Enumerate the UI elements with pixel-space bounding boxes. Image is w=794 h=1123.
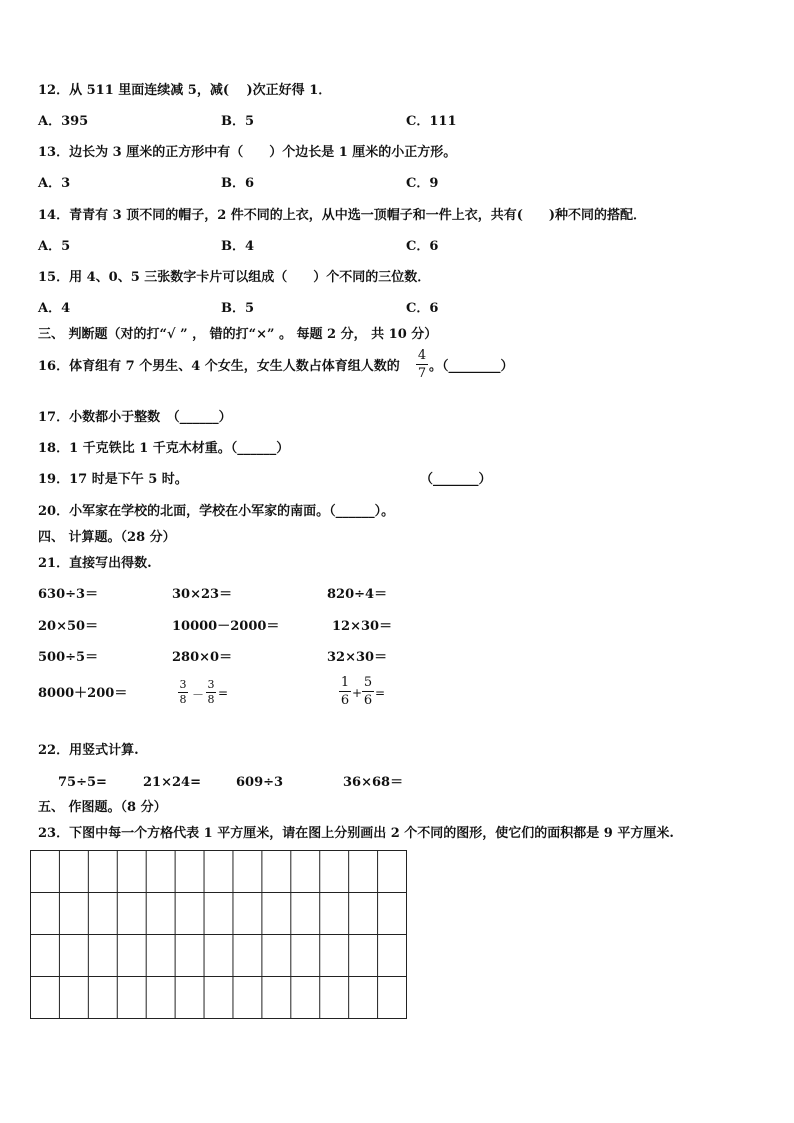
- q12-option-b: B．5: [221, 114, 255, 129]
- section-5-heading: 五、 作图题。（8 分）: [38, 800, 167, 815]
- vertical-calc-item: 21×24=: [143, 775, 201, 790]
- q16-fraction: [416, 348, 428, 381]
- q13-option-a: A．3: [38, 176, 71, 191]
- q13-option-b: B．6: [221, 176, 255, 191]
- q15-option-b: B．5: [221, 301, 255, 316]
- minus-sign: －: [192, 688, 205, 702]
- q16-denominator: 7: [417, 366, 427, 381]
- denominator: 8: [179, 693, 187, 706]
- q13-stem: 13．边长为 3 厘米的正方形中有（ ）个边长是 1 厘米的小正方形。: [38, 145, 457, 160]
- vertical-calc-item: 609÷3: [236, 775, 284, 790]
- denominator: 6: [363, 693, 373, 708]
- calc-item: 280×0＝: [172, 650, 233, 665]
- q13-option-c: C．9: [406, 176, 439, 191]
- q19-stem: 19．17 时是下午 5 时。: [38, 472, 188, 487]
- plus-sign: +: [352, 686, 363, 700]
- calc-item: 12×30＝: [332, 619, 393, 634]
- calc-item: 30×23＝: [172, 587, 233, 602]
- q23-stem: 23．下图中每一个方格代表 1 平方厘米，请在图上分别画出 2 个不同的图形，使它们的面积都是 9 平方厘米.: [38, 826, 674, 841]
- denominator: 6: [340, 693, 350, 708]
- calc-item: 20×50＝: [38, 619, 99, 634]
- numerator: 5: [363, 675, 373, 690]
- q16-answer-blank: 。（________）: [429, 359, 514, 374]
- calc-item: 10000－2000＝: [172, 619, 280, 634]
- calc-item: 630÷3＝: [38, 587, 99, 602]
- q18-stem: 18．1 千克铁比 1 千克木材重。（______）: [38, 441, 290, 456]
- calc-item: 32×30＝: [327, 650, 388, 665]
- grid-lines: [30, 850, 407, 1019]
- fraction-b-first: [339, 675, 351, 708]
- equals-sign: =: [375, 686, 386, 700]
- q15-stem: 15．用 4、0、5 三张数字卡片可以组成（ ）个不同的三位数．: [38, 270, 431, 285]
- vertical-calc-item: 36×68＝: [343, 775, 404, 790]
- fraction-b-second: [362, 675, 374, 708]
- fraction-a-first: [178, 679, 188, 706]
- section-3-heading: 三、 判断题（对的打“√ ” ， 错的打“×” 。 每题 2 分， 共 10 分）: [38, 327, 438, 342]
- numerator: 1: [340, 675, 350, 690]
- q19-answer-blank: （_______）: [420, 472, 492, 487]
- q20-stem: 20．小军家在学校的北面，学校在小军家的南面。（______）。: [38, 504, 395, 519]
- q14-stem: 14．青青有 3 顶不同的帽子，2 件不同的上衣，从中选一顶帽子和一件上衣，共有( )种不同的搭配．: [38, 208, 647, 223]
- numerator: 3: [207, 678, 215, 691]
- q14-option-c: C．6: [406, 239, 439, 254]
- q14-option-a: A．5: [38, 239, 71, 254]
- q12-option-c: C．111: [406, 114, 457, 129]
- vertical-calc-item: 75÷5=: [58, 775, 107, 790]
- q14-option-b: B．4: [221, 239, 255, 254]
- section-4-heading: 四、 计算题。（28 分）: [38, 530, 176, 545]
- q15-option-a: A．4: [38, 301, 71, 316]
- q16-stem: 16．体育组有 7 个男生、4 个女生，女生人数占体育组人数的: [38, 359, 400, 374]
- q15-option-c: C．6: [406, 301, 439, 316]
- q12-option-a: A．395: [38, 114, 89, 129]
- q22-stem: 22．用竖式计算.: [38, 743, 139, 758]
- calc-item: 500÷5＝: [38, 650, 99, 665]
- numerator: 3: [179, 678, 187, 691]
- square-grid[interactable]: [30, 850, 407, 1019]
- calc-item: 8000＋200＝: [38, 686, 128, 701]
- q12-stem: 12．从 511 里面连续减 5，减( )次正好得 1．: [38, 83, 332, 98]
- denominator: 8: [207, 693, 215, 706]
- q16-numerator: 4: [417, 348, 427, 363]
- fraction-a-second: [206, 679, 216, 706]
- q21-stem: 21．直接写出得数.: [38, 556, 152, 571]
- equals-sign: =: [218, 686, 229, 700]
- q17-stem: 17．小数都小于整数 （______）: [38, 410, 232, 425]
- calc-item: 820÷4＝: [327, 587, 388, 602]
